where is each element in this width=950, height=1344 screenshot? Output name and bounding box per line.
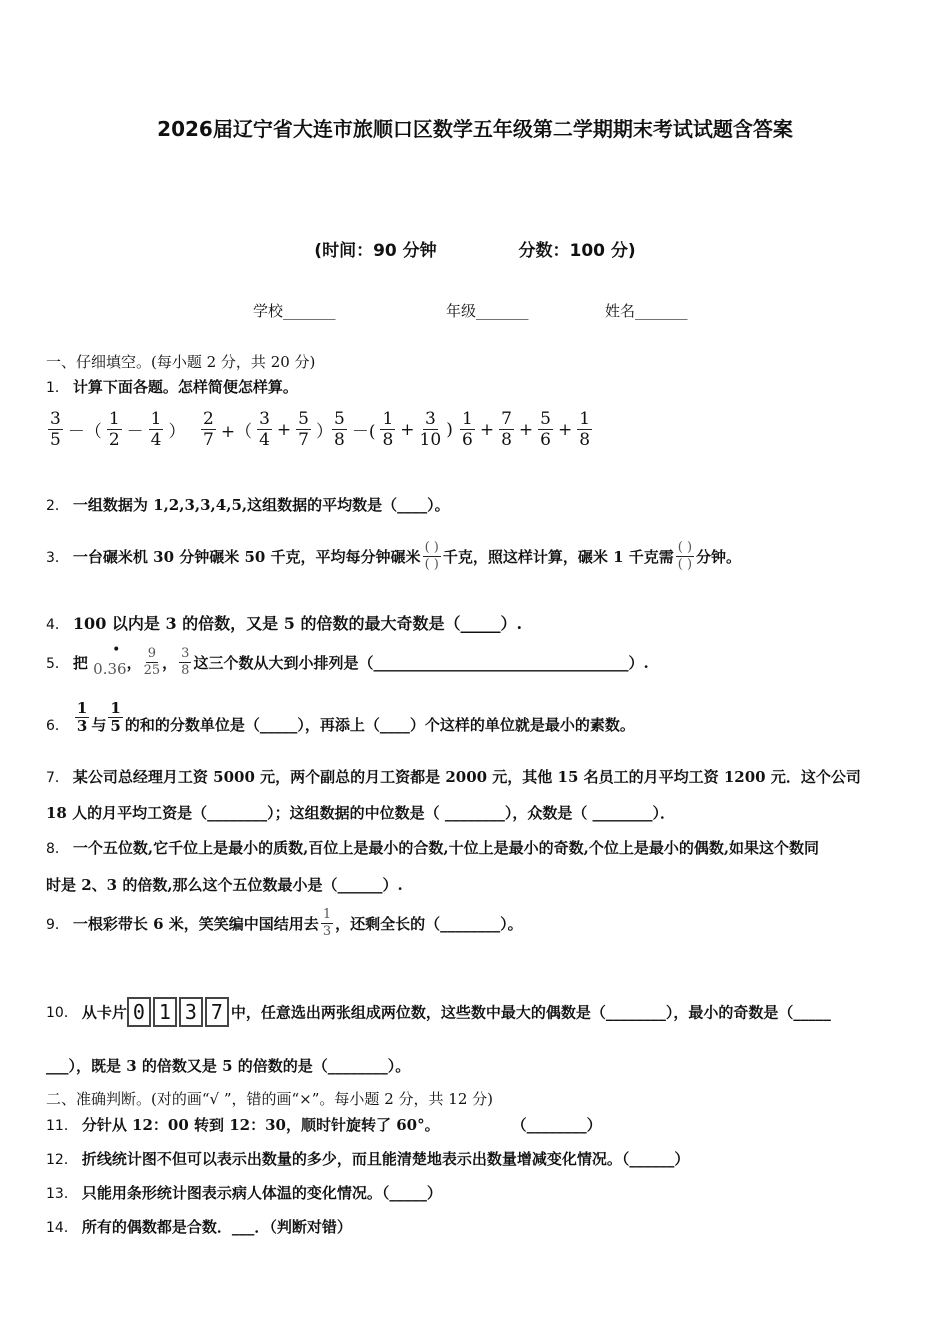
- question-12: 12． 折线统计图不但可以表示出数量的多少，而且能清楚地表示出数量增减变化情况。（______）: [46, 1150, 690, 1168]
- card: 7: [205, 997, 229, 1027]
- question-14: 14． 所有的偶数都是合数．___．（判断对错）: [46, 1218, 352, 1236]
- question-2: 2． 一组数据为 1,2,3,3,4,5,这组数据的平均数是（____）。: [46, 496, 450, 514]
- question-8-line-1: 8． 一个五位数,它千位上是最小的质数,百位上是最小的合数,十位上是最小的奇数,个位上是最小的偶数,如果这个数同: [46, 839, 820, 857]
- page-title: 2026届辽宁省大连市旅顺口区数学五年级第二学期期末考试试题含答案: [157, 117, 793, 141]
- grade-field: 年级_______: [446, 302, 529, 320]
- question-9: 9． 一根彩带长 6 米，笑笑编中国结用去 $\frac{1}{3}$ ，还剩全长的（________）。: [46, 907, 523, 939]
- question-4: 4． 100 以内是 3 的倍数，又是 5 的倍数的最大奇数是（_____）.: [46, 614, 523, 633]
- school-field: 学校_______: [253, 302, 336, 320]
- number-cards: [127, 1000, 231, 1024]
- card: 0: [127, 997, 151, 1027]
- card: 3: [179, 997, 203, 1027]
- time-label: (时间：90 分钟: [314, 241, 437, 261]
- question-1: [46, 376, 298, 397]
- question-10-line-2: ___），既是 3 的倍数又是 5 的倍数的是（________）。: [46, 1057, 411, 1075]
- question-7-line-1: 7． 某公司总经理月工资 5000 元，两个副总的月工资都是 2000 元，其他 15 名员工的月平均工资 1200 元．这个公司: [46, 768, 861, 786]
- question-3: 3． 一台碾米机 30 分钟碾米 50 千克，平均每分钟碾米 $\frac{( )}{( )}$ 千克，照这样计算，碾米 1 千克需 $\frac{( )}{( )}$ 分钟。: [46, 540, 742, 572]
- expression-2: $\frac{2}{7}$ +（ $\frac{3}{4}$ + $\frac{5}{7}$ ）: [203, 409, 333, 450]
- expression-4: $\frac{1}{6}$ + $\frac{7}{8}$ + $\frac{5}{6}$ + $\frac{1}{8}$: [462, 409, 591, 450]
- question-8-line-2: 时是 2、3 的倍数,那么这个五位数最小是（______）.: [46, 876, 403, 894]
- expression-1: $\frac{3}{5}$ －（ $\frac{1}{2}$ － $\frac{1}{4}$ ）: [50, 409, 186, 450]
- exam-meta: [0, 236, 950, 261]
- question-13: 13． 只能用条形统计图表示病人体温的变化情况。（_____）: [46, 1184, 442, 1202]
- question-7-line-2: 18 人的月平均工资是（________）；这组数据的中位数是（ ________），众数是（ ________）．: [46, 804, 676, 822]
- question-11: 11． 分针从 12：00 转到 12：30，顺时针旋转了 60°。 （________）: [46, 1116, 602, 1134]
- section-1-heading: 一、仔细填空。(每小题 2 分，共 20 分): [46, 353, 316, 371]
- repeating-decimal: • 0.36: [93, 641, 127, 678]
- question-number: 1．: [46, 380, 69, 396]
- name-field: 姓名_______: [605, 302, 688, 320]
- section-2-heading: 二、准确判断。(对的画“√ ”，错的画“×”。每小题 2 分，共 12 分): [46, 1090, 493, 1108]
- expression-3: $\frac{5}{8}$ －( $\frac{1}{8}$ + $\frac{3}{10}$ ): [334, 409, 453, 450]
- card: 1: [153, 997, 177, 1027]
- question-6: 6． $\frac{1}{3}$ 与 $\frac{1}{5}$ 的和的分数单位是（_____），再添上（____）个这样的单位就是最小的素数。: [46, 699, 635, 735]
- score-label: 分数：100 分): [518, 241, 636, 261]
- question-5: 5． 把 • 0.36， $\frac{9}{25}$ ， $\frac{3}{8}$ 这三个数从大到小排列是（__________________________________）.: [46, 641, 649, 678]
- question-10: 10． 从卡片 0 1 3 7 中，任意选出两张组成两位数，这些数中最大的偶数是（________），最小的奇数是（_____: [46, 997, 831, 1027]
- question-text: 计算下面各题。怎样简便怎样算。: [72, 378, 298, 396]
